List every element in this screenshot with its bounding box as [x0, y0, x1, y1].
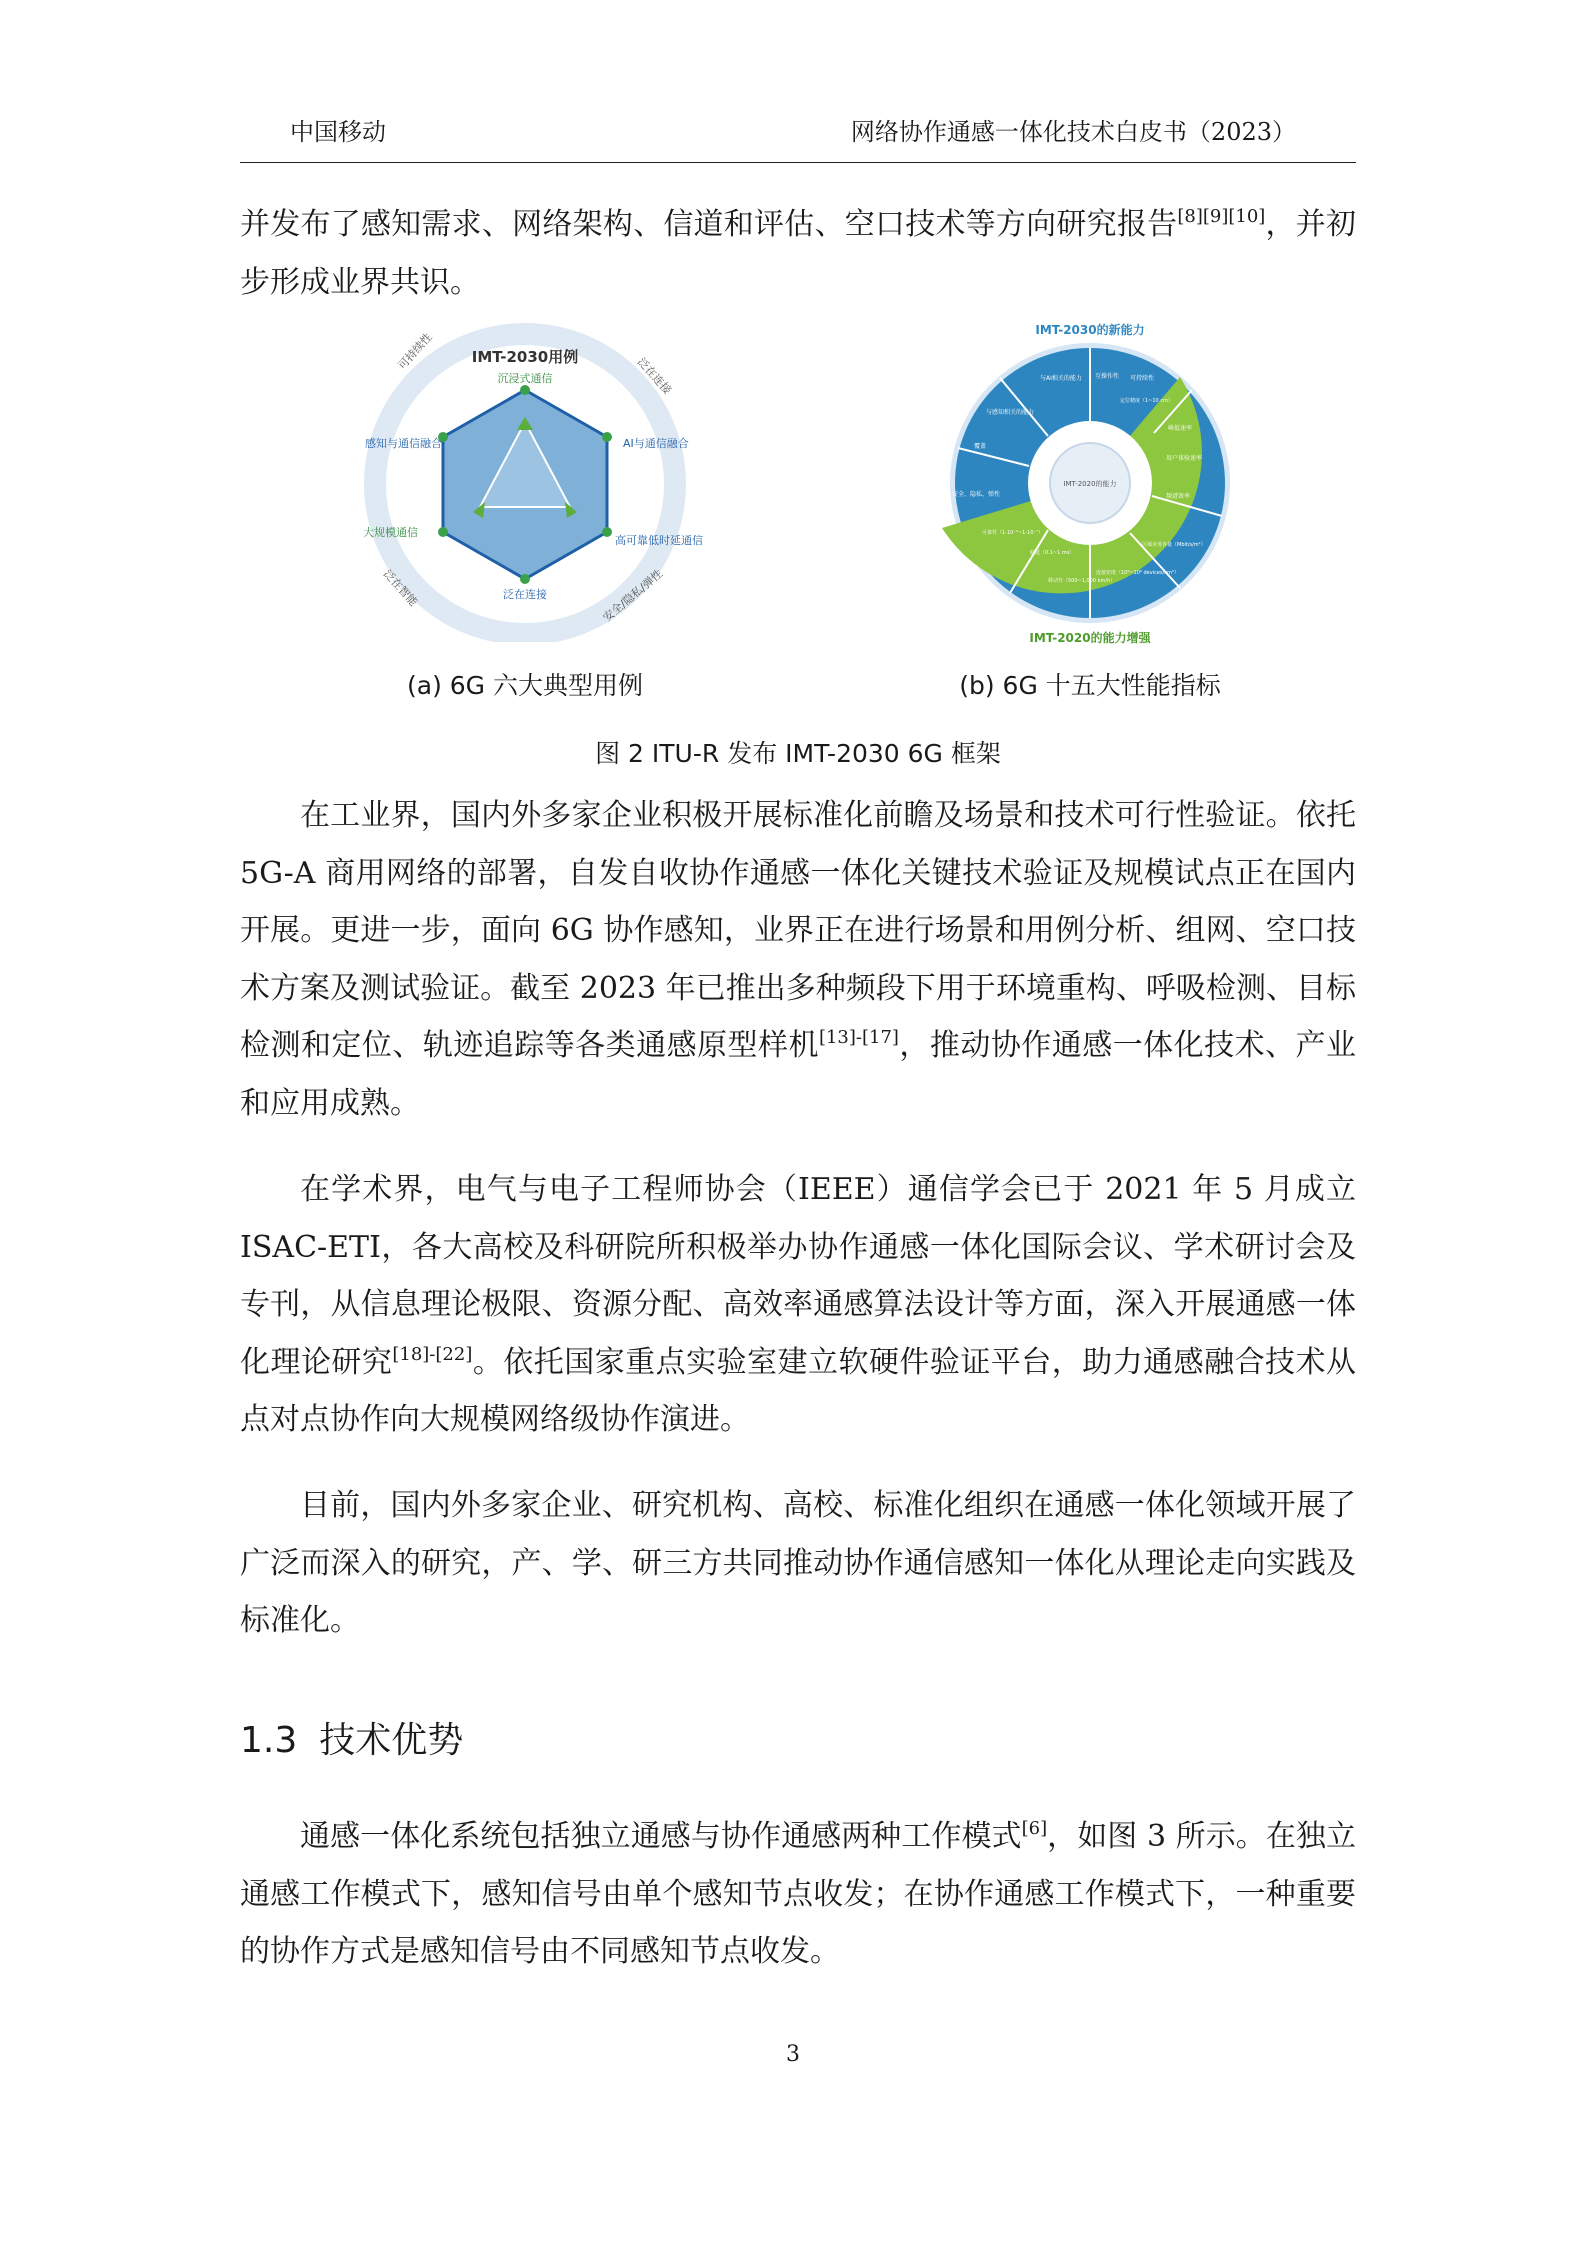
figure-b-caption: (b) 6G 十五大性能指标: [959, 671, 1221, 700]
figure-a-title: IMT-2030用例: [471, 348, 579, 366]
citation: [6]: [1021, 1818, 1048, 1839]
figure-a-usecases: [345, 322, 705, 642]
seg-reliability: 可靠性（1-10⁻⁵~1-10⁻⁷）: [982, 530, 1044, 536]
seg-area-capacity: 区域业务容量（Mbit/s/m²）: [1142, 542, 1206, 548]
paragraph-modes: 通感一体化系统包括独立通感与协作通感两种工作模式[6]，如图 3 所示。在独立通感工作模式下，感知信号由单个感知节点收发；在协作通感工作模式下，一种重要的协作方式是感知信号由不同感知节点收发。: [240, 1818, 1357, 1970]
seg-security: 安全、隐私、弹性: [952, 491, 1001, 498]
citation: [8][9][10]: [1177, 206, 1266, 227]
header-rule: [240, 162, 1356, 163]
citation: [13]-[17]: [818, 1027, 899, 1049]
header-org: 中国移动: [290, 118, 386, 146]
seg-sensing: 与感知相关的能力: [986, 409, 1035, 416]
paragraph-intro: 并发布了感知需求、网络架构、信道和评估、空口技术等方向研究报告[8][9][10]，并初步形成业界共识。: [240, 206, 1357, 300]
node-immersive: 沉浸式通信: [497, 372, 553, 385]
seg-interop: 互操作性: [1095, 373, 1120, 380]
seg-sustain: 可持续性: [1130, 375, 1155, 382]
seg-spectral: 频谱效率: [1166, 493, 1191, 500]
seg-user-rate: 用户体验速率: [1166, 455, 1203, 462]
seg-coverage: 覆盖: [974, 443, 987, 450]
wheel-center: IMT-2020的能力: [1063, 480, 1117, 488]
node-ai: AI与通信融合: [623, 437, 689, 450]
figure-caption: 图 2 ITU-R 发布 IMT-2030 6G 框架: [595, 739, 1001, 768]
citation: [18]-[22]: [392, 1343, 473, 1365]
seg-positioning: 定位精度（1~10 cm）: [1120, 398, 1173, 404]
seg-latency: 时延（0.1~1 ms）: [1030, 550, 1075, 556]
node-ubiquitous: 泛在连接: [503, 588, 547, 601]
ring-sustainability: 可持续性: [395, 330, 435, 373]
paragraph-academia: 在学术界，电气与电子工程师协会（IEEE）通信学会已于 2021 年 5 月成立 ISAC-ETI，各大高校及科研院所积极举办协作通感一体化国际会议、学术研讨会及专刊，从信息理论极限、资源分配、高效率通感算法设计等方面，深入开展通感一体化理论研究[18]-[22]。依托国家重点实验室建立软硬件验证平台，助力通感融合技术从点对点协作向大规模网络级协作演进。: [240, 1172, 1357, 1438]
ring-security: 安全/隐私/弹性: [600, 567, 666, 625]
header-doc-title: 网络协作通感一体化技术白皮书（2023）: [850, 118, 1296, 146]
seg-peak-rate: 峰值速率: [1168, 425, 1193, 432]
seg-density: 连接密度（10⁶~10⁸ devices/km²）: [1096, 570, 1179, 576]
page-number: 3: [786, 2042, 800, 2067]
paragraph-industry: 在工业界，国内外多家企业积极开展标准化前瞻及场景和技术可行性验证。依托 5G-A 商用网络的部署，自发自收协作通感一体化关键技术验证及规模试点正在国内开展。更进一步，面向 6G 协作感知，业界正在进行场景和用例分析、组网、空口技术方案及测试验证。截至 2023 年已推出多种频段下用于环境重构、呼吸检测、目标检测和定位、轨迹追踪等各类通感原型样机[13]-[17]，推动协作通感一体化技术、产业和应用成熟。: [240, 798, 1357, 1121]
figure-a-caption: (a) 6G 六大典型用例: [407, 671, 643, 700]
section-heading: 1.3 技术优势: [240, 1720, 464, 1761]
wheel-title-enhanced: IMT-2020的能力增强: [1029, 631, 1151, 645]
node-hrllc: 高可靠低时延通信: [615, 534, 703, 547]
wheel-title-new: IMT-2030的新能力: [1035, 323, 1145, 337]
figure-b-indicators: [930, 318, 1250, 648]
node-sensing: 感知与通信融合: [365, 437, 442, 450]
seg-mobility: 移动性（500~1,000 km/h）: [1048, 578, 1116, 584]
ring-intelligence: 泛在智能: [380, 567, 420, 609]
ring-connectivity: 泛在连接: [634, 355, 674, 397]
paragraph-summary: 目前，国内外多家企业、研究机构、高校、标准化组织在通感一体化领域开展了广泛而深入的研究，产、学、研三方共同推动协作通信感知一体化从理论走向实践及标准化。: [240, 1488, 1356, 1639]
node-massive: 大规模通信: [363, 526, 418, 539]
seg-ai: 与AI相关的能力: [1040, 375, 1082, 382]
